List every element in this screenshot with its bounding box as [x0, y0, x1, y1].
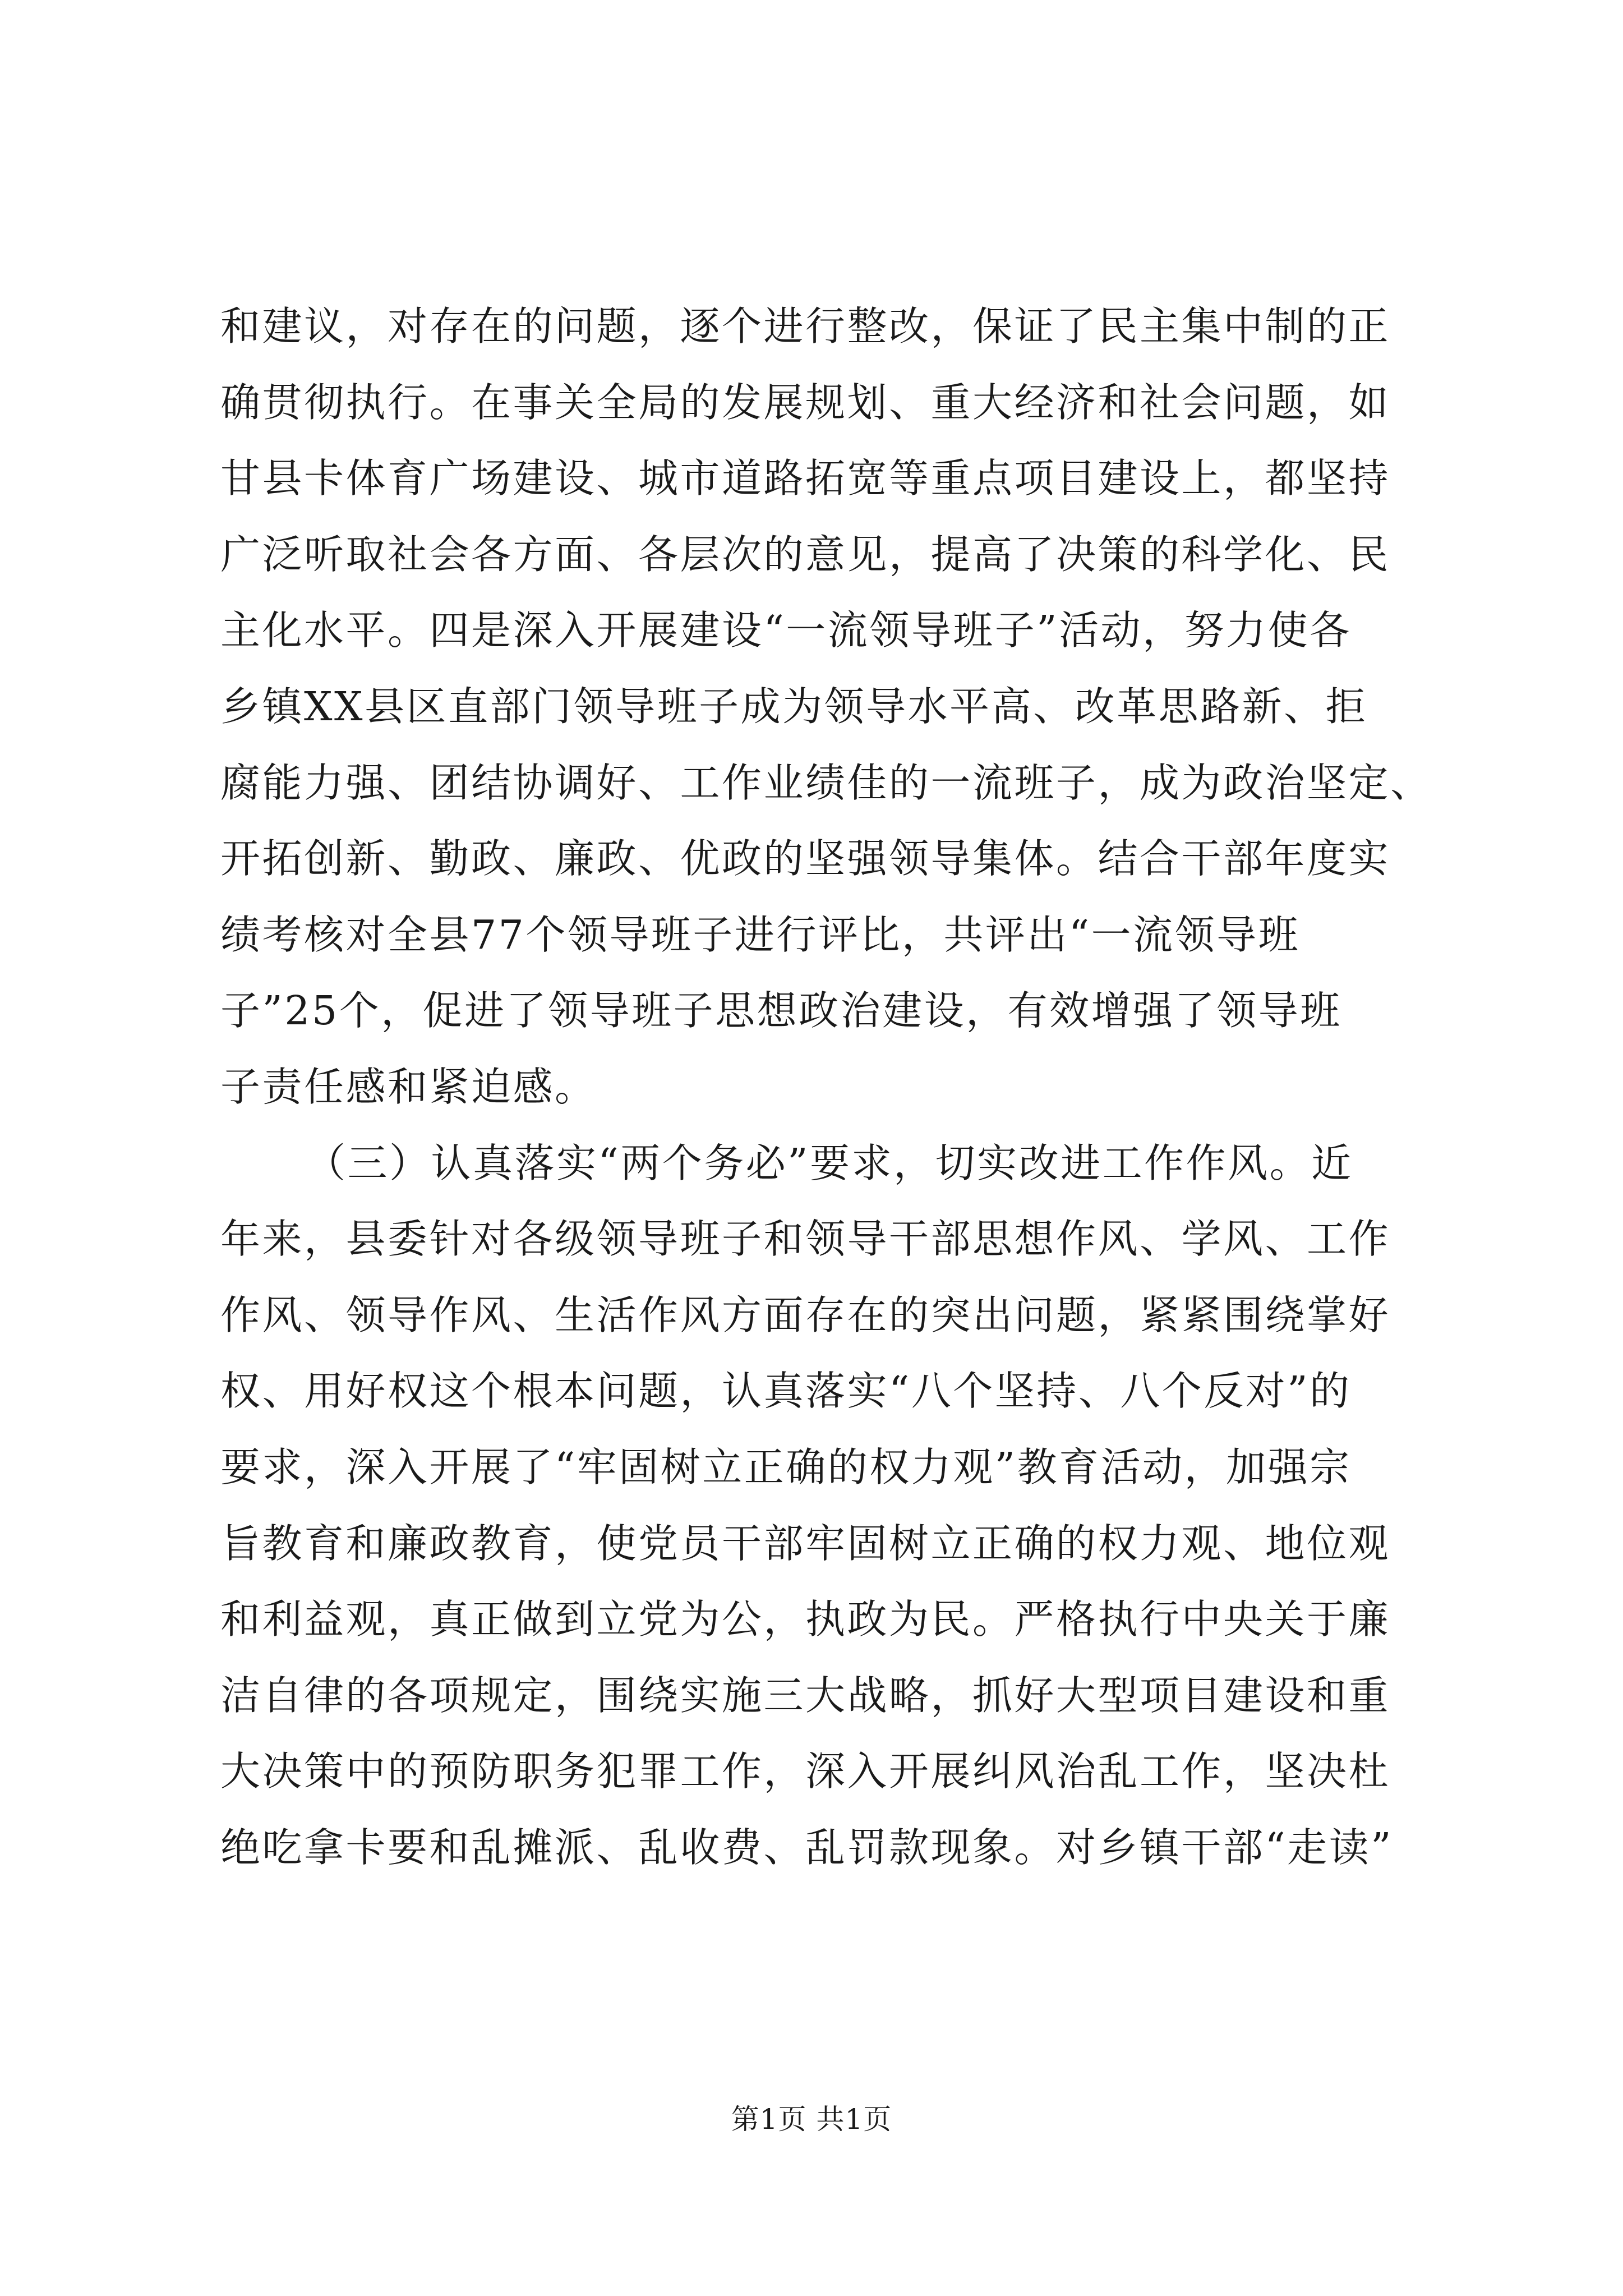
- text-line: 主化水平。四是深入开展建设“一流领导班子”活动，努力使各: [220, 607, 1352, 654]
- text-line: 要求，深入开展了“牢固树立正确的权力观”教育活动，加强宗: [220, 1443, 1352, 1490]
- text-line: 洁自律的各项规定，围绕实施三大战略，抓好大型项目建设和重: [220, 1672, 1391, 1719]
- body-text: [220, 288, 1432, 1885]
- text-line: 作风、领导作风、生活作风方面存在的突出问题，紧紧围绕掌好: [220, 1291, 1391, 1338]
- text-line: 甘县卡体育广场建设、城市道路拓宽等重点项目建设上，都坚持: [220, 455, 1391, 502]
- text-line: 大决策中的预防职务犯罪工作，深入开展纠风治乱工作，坚决杜: [220, 1748, 1391, 1795]
- text-line: 绩考核对全县77个领导班子进行评比，共评出“一流领导班: [220, 911, 1301, 958]
- text-line: 年来，县委针对各级领导班子和领导干部思想作风、学风、工作: [220, 1216, 1391, 1263]
- text-line: 开拓创新、勤政、廉政、优政的坚强领导集体。结合干部年度实: [220, 835, 1391, 882]
- text-line: 绝吃拿卡要和乱摊派、乱收费、乱罚款现象。对乡镇干部“走读”: [220, 1824, 1394, 1871]
- paragraph-start-line: （三）认真落实“两个务必”要求，切实改进工作作风。近: [306, 1139, 1353, 1186]
- text-line: 子责任感和紧迫感。: [220, 1063, 597, 1110]
- text-line: 和利益观，真正做到立党为公，执政为民。严格执行中央关于廉: [220, 1596, 1391, 1643]
- page-footer: 第1页 共1页: [731, 2103, 892, 2136]
- text-line: 乡镇XX县区直部门领导班子成为领导水平高、改革思路新、拒: [220, 683, 1368, 730]
- text-line: 确贯彻执行。在事关全局的发展规划、重大经济和社会问题，如: [220, 379, 1391, 426]
- text-line: 权、用好权这个根本问题，认真落实“八个坚持、八个反对”的: [220, 1368, 1352, 1415]
- text-line: 广泛听取社会各方面、各层次的意见，提高了决策的科学化、民: [220, 531, 1391, 578]
- text-line: 腐能力强、团结协调好、工作业绩佳的一流班子，成为政治坚定、: [220, 759, 1432, 806]
- text-line: 和建议，对存在的问题，逐个进行整改，保证了民主集中制的正: [220, 303, 1391, 349]
- text-line: 子”25个，促进了领导班子思想政治建设，有效增强了领导班: [220, 987, 1342, 1034]
- text-line: 旨教育和廉政教育，使党员干部牢固树立正确的权力观、地位观: [220, 1520, 1391, 1567]
